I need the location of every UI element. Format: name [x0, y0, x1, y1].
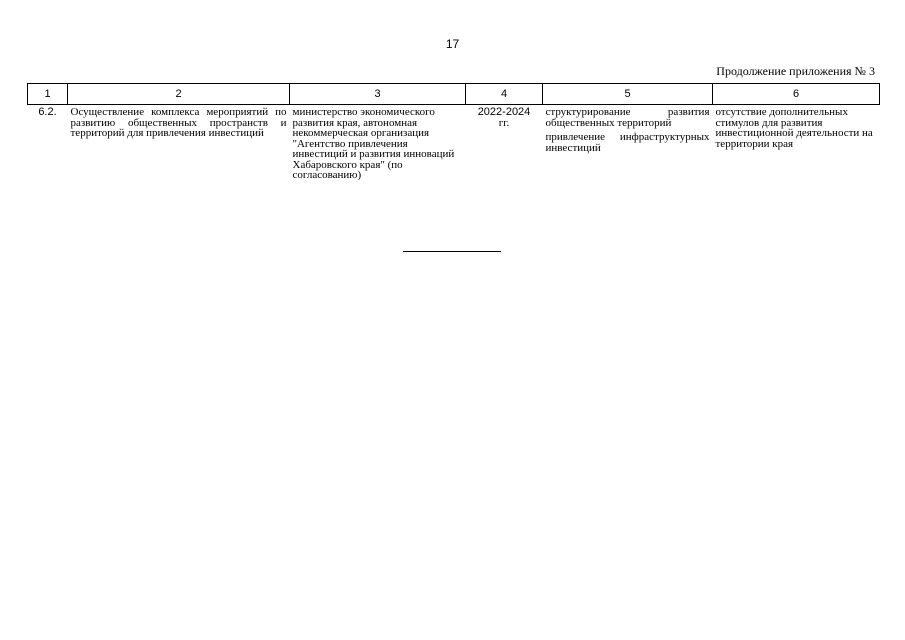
table-row [28, 105, 880, 181]
table-header-row [28, 84, 880, 105]
result-cell [543, 105, 713, 181]
period-unit: гг. [498, 116, 510, 129]
page-number: 17 [445, 37, 460, 51]
column-header-1: 1 [28, 84, 68, 105]
risk-cell: отсутствие дополнительных стимулов для развития инвестиционной деятельности на территории края [715, 106, 873, 150]
appendix-table [27, 83, 880, 181]
period-years: 2022-2024 [477, 106, 531, 118]
column-header-4: 4 [466, 84, 543, 105]
column-header-5: 5 [543, 84, 713, 105]
period-cell [466, 105, 543, 181]
event-cell: Осуществление комплекса мероприятий по развитию общественных пространств и территорий для привлечения инвестиций [70, 106, 287, 139]
column-header-2: 2 [68, 84, 290, 105]
result-item-investment: привлечение инфраструктурных инвестиций [545, 131, 710, 154]
executor-cell: министерство экономического развития края, автономная некоммерческая организация "Агентство привлечения инвестиций и развития инноваций Хабаровского края" (по согласованию) [292, 106, 455, 181]
end-of-table-rule [403, 251, 501, 252]
appendix-continuation-label: Продолжение приложения № 3 [716, 64, 875, 78]
row-number-cell: 6.2. [38, 106, 57, 118]
column-header-6: 6 [713, 84, 880, 105]
column-header-3: 3 [290, 84, 466, 105]
result-item-structuring: структурирование развития общественных территорий [545, 106, 710, 129]
